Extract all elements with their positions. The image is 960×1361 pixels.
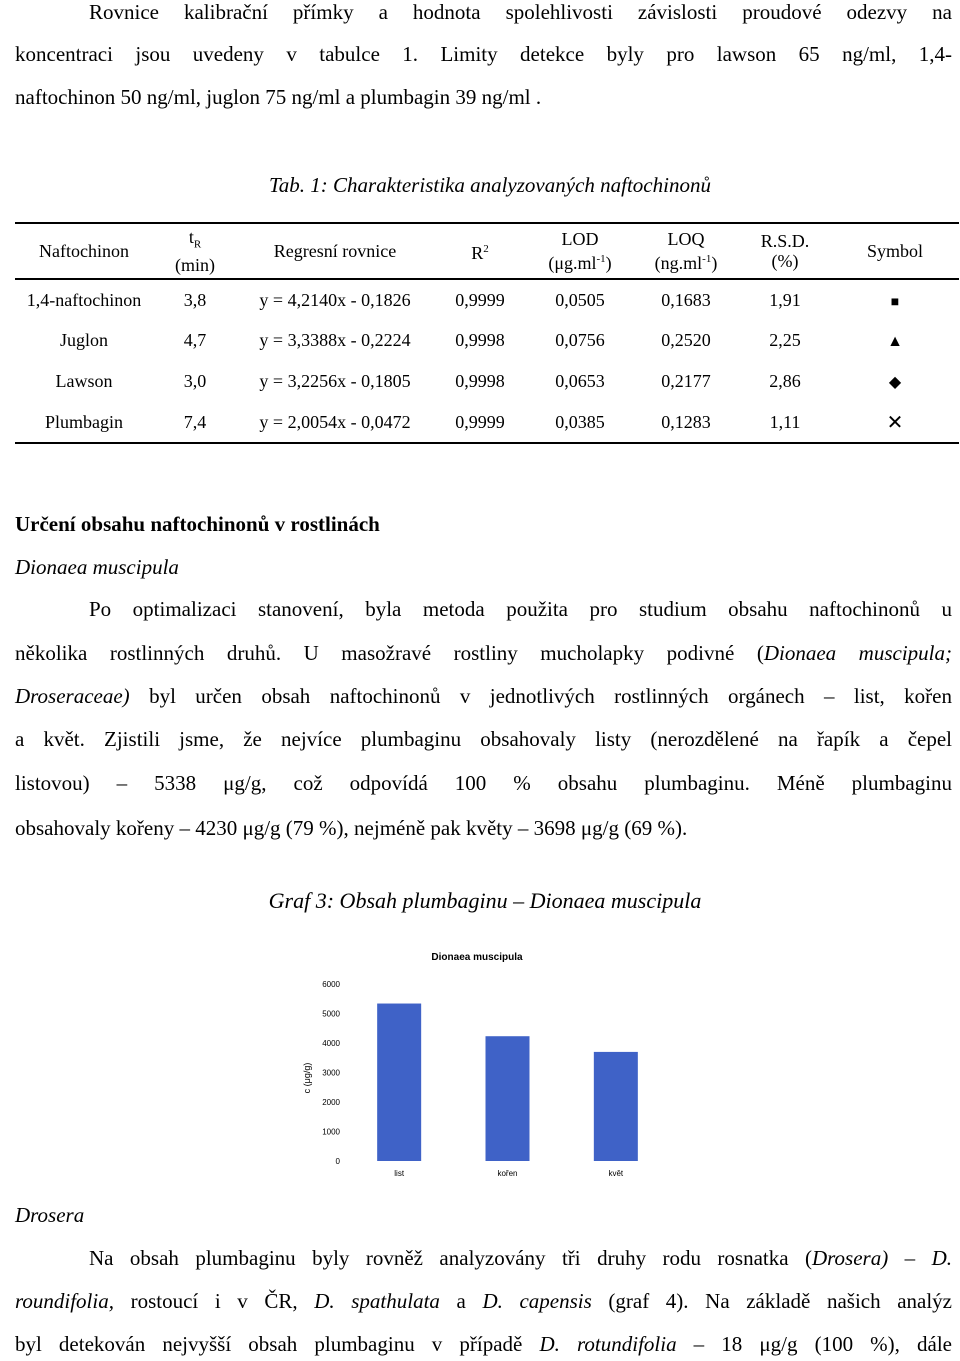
drosera-text-1: Na obsah plumbaginu byly rovněž analyzovány tři druhy rodu rosnatka ( xyxy=(89,1246,812,1270)
cell-symbol xyxy=(831,320,959,361)
cell-symbol xyxy=(831,402,959,443)
drosera-line-1 xyxy=(15,1246,952,1271)
cell-eq: y = 3,2256x - 0,1805 xyxy=(259,371,411,391)
x-tick-label: list xyxy=(394,1169,405,1178)
cell-r2: 0,9999 xyxy=(455,289,505,310)
drosera-text-3-italic: D. rotundifolia xyxy=(539,1332,677,1356)
col-tr: $t_R$ (min) xyxy=(153,223,237,279)
square-icon: ■ xyxy=(890,294,900,310)
drosera-line-3 xyxy=(15,1332,952,1357)
cell-lod: 0,0385 xyxy=(527,402,633,443)
chart-title: Dionaea muscipula xyxy=(431,952,523,963)
table-row xyxy=(15,402,959,443)
col-loq: LOQ $(ng.ml^{-1})$ xyxy=(633,223,739,279)
intro-text-1: Rovnice kalibrační přímky a hodnota spolehlivosti závislosti proudové odezvy na xyxy=(89,0,952,24)
graph-caption: Graf 3: Obsah plumbaginu – Dionaea muscipula xyxy=(268,888,702,913)
cell-name: Plumbagin xyxy=(15,402,153,443)
drosera-text-3b: – 18 μg/g (100 %), dále xyxy=(676,1332,952,1356)
table-row xyxy=(15,320,959,361)
col-naftochinon: Naftochinon xyxy=(15,223,153,279)
p1-line-5: listovou) – 5338 μg/g, což odpovídá 100 % obsahu plumbaginu. Méně plumbaginu xyxy=(15,771,952,795)
naftochinon-table xyxy=(15,222,959,444)
diamond-icon: ◆ xyxy=(888,374,902,391)
cell-r2: 0,9998 xyxy=(455,330,505,350)
col-r2: $R^2$ xyxy=(433,223,527,279)
x-tick-label: květ xyxy=(608,1169,624,1178)
y-tick-label: 1000 xyxy=(322,1127,340,1137)
table-caption: Tab. 1: Charakteristika analyzovaných naftochinonů xyxy=(269,173,711,197)
drosera-text-2-italic: roundifolia, xyxy=(15,1289,114,1313)
cell-rsd: 1,11 xyxy=(739,402,831,443)
col-rsd: R.S.D. (%) xyxy=(739,223,831,279)
y-tick-label: 3000 xyxy=(322,1068,340,1078)
drosera-text-2c: (graf 4). Na základě našich analýz xyxy=(591,1289,952,1313)
y-tick-label: 5000 xyxy=(322,1009,340,1019)
p1-line-1 xyxy=(15,597,952,622)
triangle-icon: ▲ xyxy=(887,333,903,350)
cell-tr: 4,7 xyxy=(183,330,207,350)
section-heading: Určení obsahu naftochinonů v rostlinách xyxy=(15,512,380,536)
y-tick-label: 0 xyxy=(335,1157,340,1166)
cell-tr: 7,4 xyxy=(153,402,237,443)
drosera-subheading: Drosera xyxy=(15,1203,85,1227)
p1-text-3-italic: Droseraceae) xyxy=(15,684,130,708)
cell-eq: y = 4,2140x - 0,1826 xyxy=(259,289,411,310)
p1-line-2 xyxy=(15,641,952,666)
p1-line-3 xyxy=(15,684,952,709)
drosera-text-2b: a xyxy=(439,1289,483,1313)
y-tick-label: 6000 xyxy=(322,980,340,989)
col-lod: LOD $(\mu g.ml^{-1})$ xyxy=(527,223,633,279)
p1-line-4: a květ. Zjistili jsme, že nejvíce plumbaginu obsahovaly listy (nerozdělené na řapík a čepel xyxy=(15,727,952,751)
cross-icon: ✕ xyxy=(886,411,904,434)
cell-rsd: 1,91 xyxy=(769,289,801,310)
drosera-text-2-italic-2: D. spathulata xyxy=(314,1289,440,1313)
cell-tr: 3,0 xyxy=(183,371,207,391)
cell-eq: y = 2,0054x - 0,0472 xyxy=(237,402,433,443)
cell-symbol xyxy=(831,361,959,402)
y-tick-label: 2000 xyxy=(322,1098,340,1107)
drosera-text-2a: rostoucí i v ČR, xyxy=(113,1289,315,1313)
bar-list xyxy=(377,1004,421,1161)
cell-loq: 0,2177 xyxy=(661,371,711,391)
drosera-text-1-italic: Drosera) xyxy=(811,1246,889,1270)
cell-name: 1,4-naftochinon xyxy=(26,289,142,310)
cell-loq: 0,1683 xyxy=(661,289,711,310)
cell-name: Lawson xyxy=(55,371,113,391)
section-subheading: Dionaea muscipula xyxy=(15,555,179,579)
p1-line-6: obsahovaly kořeny – 4230 μg/g (79 %), nejméně pak květy – 3698 μg/g (69 %). xyxy=(15,816,688,840)
p1-text-2: několika rostlinných druhů. U masožravé rostliny mucholapky podivné ( xyxy=(15,641,764,665)
bar-kořen xyxy=(486,1036,530,1161)
table-header-row xyxy=(15,223,959,279)
drosera-line-2 xyxy=(15,1289,952,1314)
cell-eq: y = 3,3388x - 0,2224 xyxy=(259,330,411,350)
x-tick-label: kořen xyxy=(497,1169,518,1178)
intro-line-1 xyxy=(15,0,952,25)
y-tick-label: 4000 xyxy=(322,1039,340,1048)
cell-loq: 0,1283 xyxy=(633,402,739,443)
intro-line-3: naftochinon 50 ng/ml, juglon 75 ng/ml a plumbagin 39 ng/ml . xyxy=(15,85,542,109)
cell-r2: 0,9999 xyxy=(433,402,527,443)
cell-loq: 0,2520 xyxy=(661,330,711,350)
p1-text-3: byl určen obsah naftochinonů v jednotlivých rostlinných orgánech – list, kořen xyxy=(129,684,952,708)
col-symbol: Symbol xyxy=(831,223,959,279)
cell-symbol xyxy=(831,279,959,320)
chart-y-axis-label: c (μg/g) xyxy=(302,1062,312,1094)
col-regression: Regresní rovnice xyxy=(237,223,433,279)
p1-text-2-italic: Dionaea muscipula; xyxy=(763,641,952,665)
drosera-text-1b: – xyxy=(888,1246,932,1270)
cell-lod: 0,0505 xyxy=(555,289,605,310)
cell-r2: 0,9998 xyxy=(455,371,505,391)
bar-květ xyxy=(594,1052,638,1161)
drosera-text-1-italic-2: D. xyxy=(931,1246,952,1270)
cell-tr: 3,8 xyxy=(183,289,207,310)
cell-lod: 0,0653 xyxy=(555,371,605,391)
plumbagin-bar-chart xyxy=(270,940,710,1190)
cell-lod: 0,0756 xyxy=(555,330,605,350)
table-row xyxy=(15,361,959,402)
cell-rsd: 2,86 xyxy=(769,371,801,391)
table-row xyxy=(15,279,959,320)
p1-text-1: Po optimalizaci stanovení, byla metoda použita pro studium obsahu naftochinonů u xyxy=(89,597,952,621)
cell-name: Juglon xyxy=(59,330,108,350)
cell-rsd: 2,25 xyxy=(769,330,801,350)
intro-line-2: koncentraci jsou uvedeny v tabulce 1. Limity detekce byly pro lawson 65 ng/ml, 1,4- xyxy=(15,42,952,66)
drosera-text-2-italic-3: D. capensis xyxy=(482,1289,592,1313)
drosera-text-3: byl detekován nejvyšší obsah plumbaginu v případě xyxy=(15,1332,540,1356)
